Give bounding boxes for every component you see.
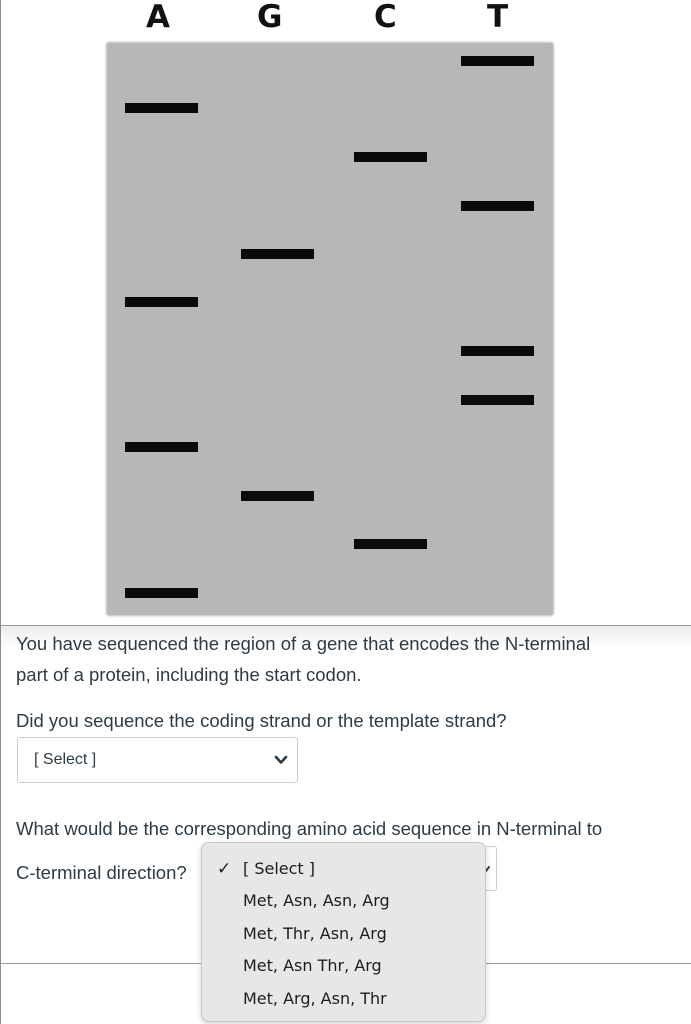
question-intro-line-2: part of a protein, including the start codon. — [16, 664, 362, 685]
gel-band-c — [354, 539, 427, 549]
dropdown-option[interactable] — [202, 853, 485, 885]
gel-band-t — [461, 346, 534, 356]
sequencing-gel — [107, 43, 553, 615]
gel-band-a — [125, 588, 198, 598]
dropdown-option[interactable] — [202, 983, 485, 1015]
gel-band-t — [461, 395, 534, 405]
dropdown-option[interactable] — [202, 918, 485, 950]
dropdown-option-label: Met, Asn, Asn, Arg — [243, 891, 390, 910]
lane-label-a: A — [146, 0, 170, 35]
lane-label-g: G — [257, 0, 283, 35]
dropdown-option[interactable] — [202, 885, 485, 917]
gel-band-g — [241, 249, 314, 259]
chevron-down-icon — [274, 753, 288, 767]
gel-band-c — [354, 152, 427, 162]
question-amino-acid-line-1: What would be the corresponding amino acid sequence in N-terminal to — [16, 818, 603, 839]
lane-label-t: T — [487, 0, 509, 35]
dropdown-option-label: [ Select ] — [243, 859, 316, 878]
lane-label-c: C — [374, 0, 397, 35]
question-intro-line-1: You have sequenced the region of a gene that encodes the N-terminal — [16, 633, 591, 654]
strand-select-value: [ Select ] — [34, 751, 97, 768]
gel-band-a — [125, 297, 198, 307]
gel-band-a — [125, 103, 198, 113]
gel-band-g — [241, 491, 314, 501]
check-icon: ✓ — [217, 859, 232, 879]
question-strand: Did you sequence the coding strand or the template strand? — [16, 710, 507, 731]
strand-select[interactable] — [17, 737, 298, 783]
gel-band-t — [461, 56, 534, 66]
dropdown-option-label: Met, Asn Thr, Arg — [243, 956, 382, 975]
gel-band-a — [125, 442, 198, 452]
question-amino-acid-line-2: C-terminal direction? — [16, 862, 187, 883]
gel-band-t — [461, 201, 534, 211]
amino-acid-dropdown-menu — [201, 842, 486, 1022]
dropdown-option-label: Met, Thr, Asn, Arg — [243, 924, 387, 943]
dropdown-option[interactable] — [202, 950, 485, 982]
dropdown-option-label: Met, Arg, Asn, Thr — [243, 989, 387, 1008]
